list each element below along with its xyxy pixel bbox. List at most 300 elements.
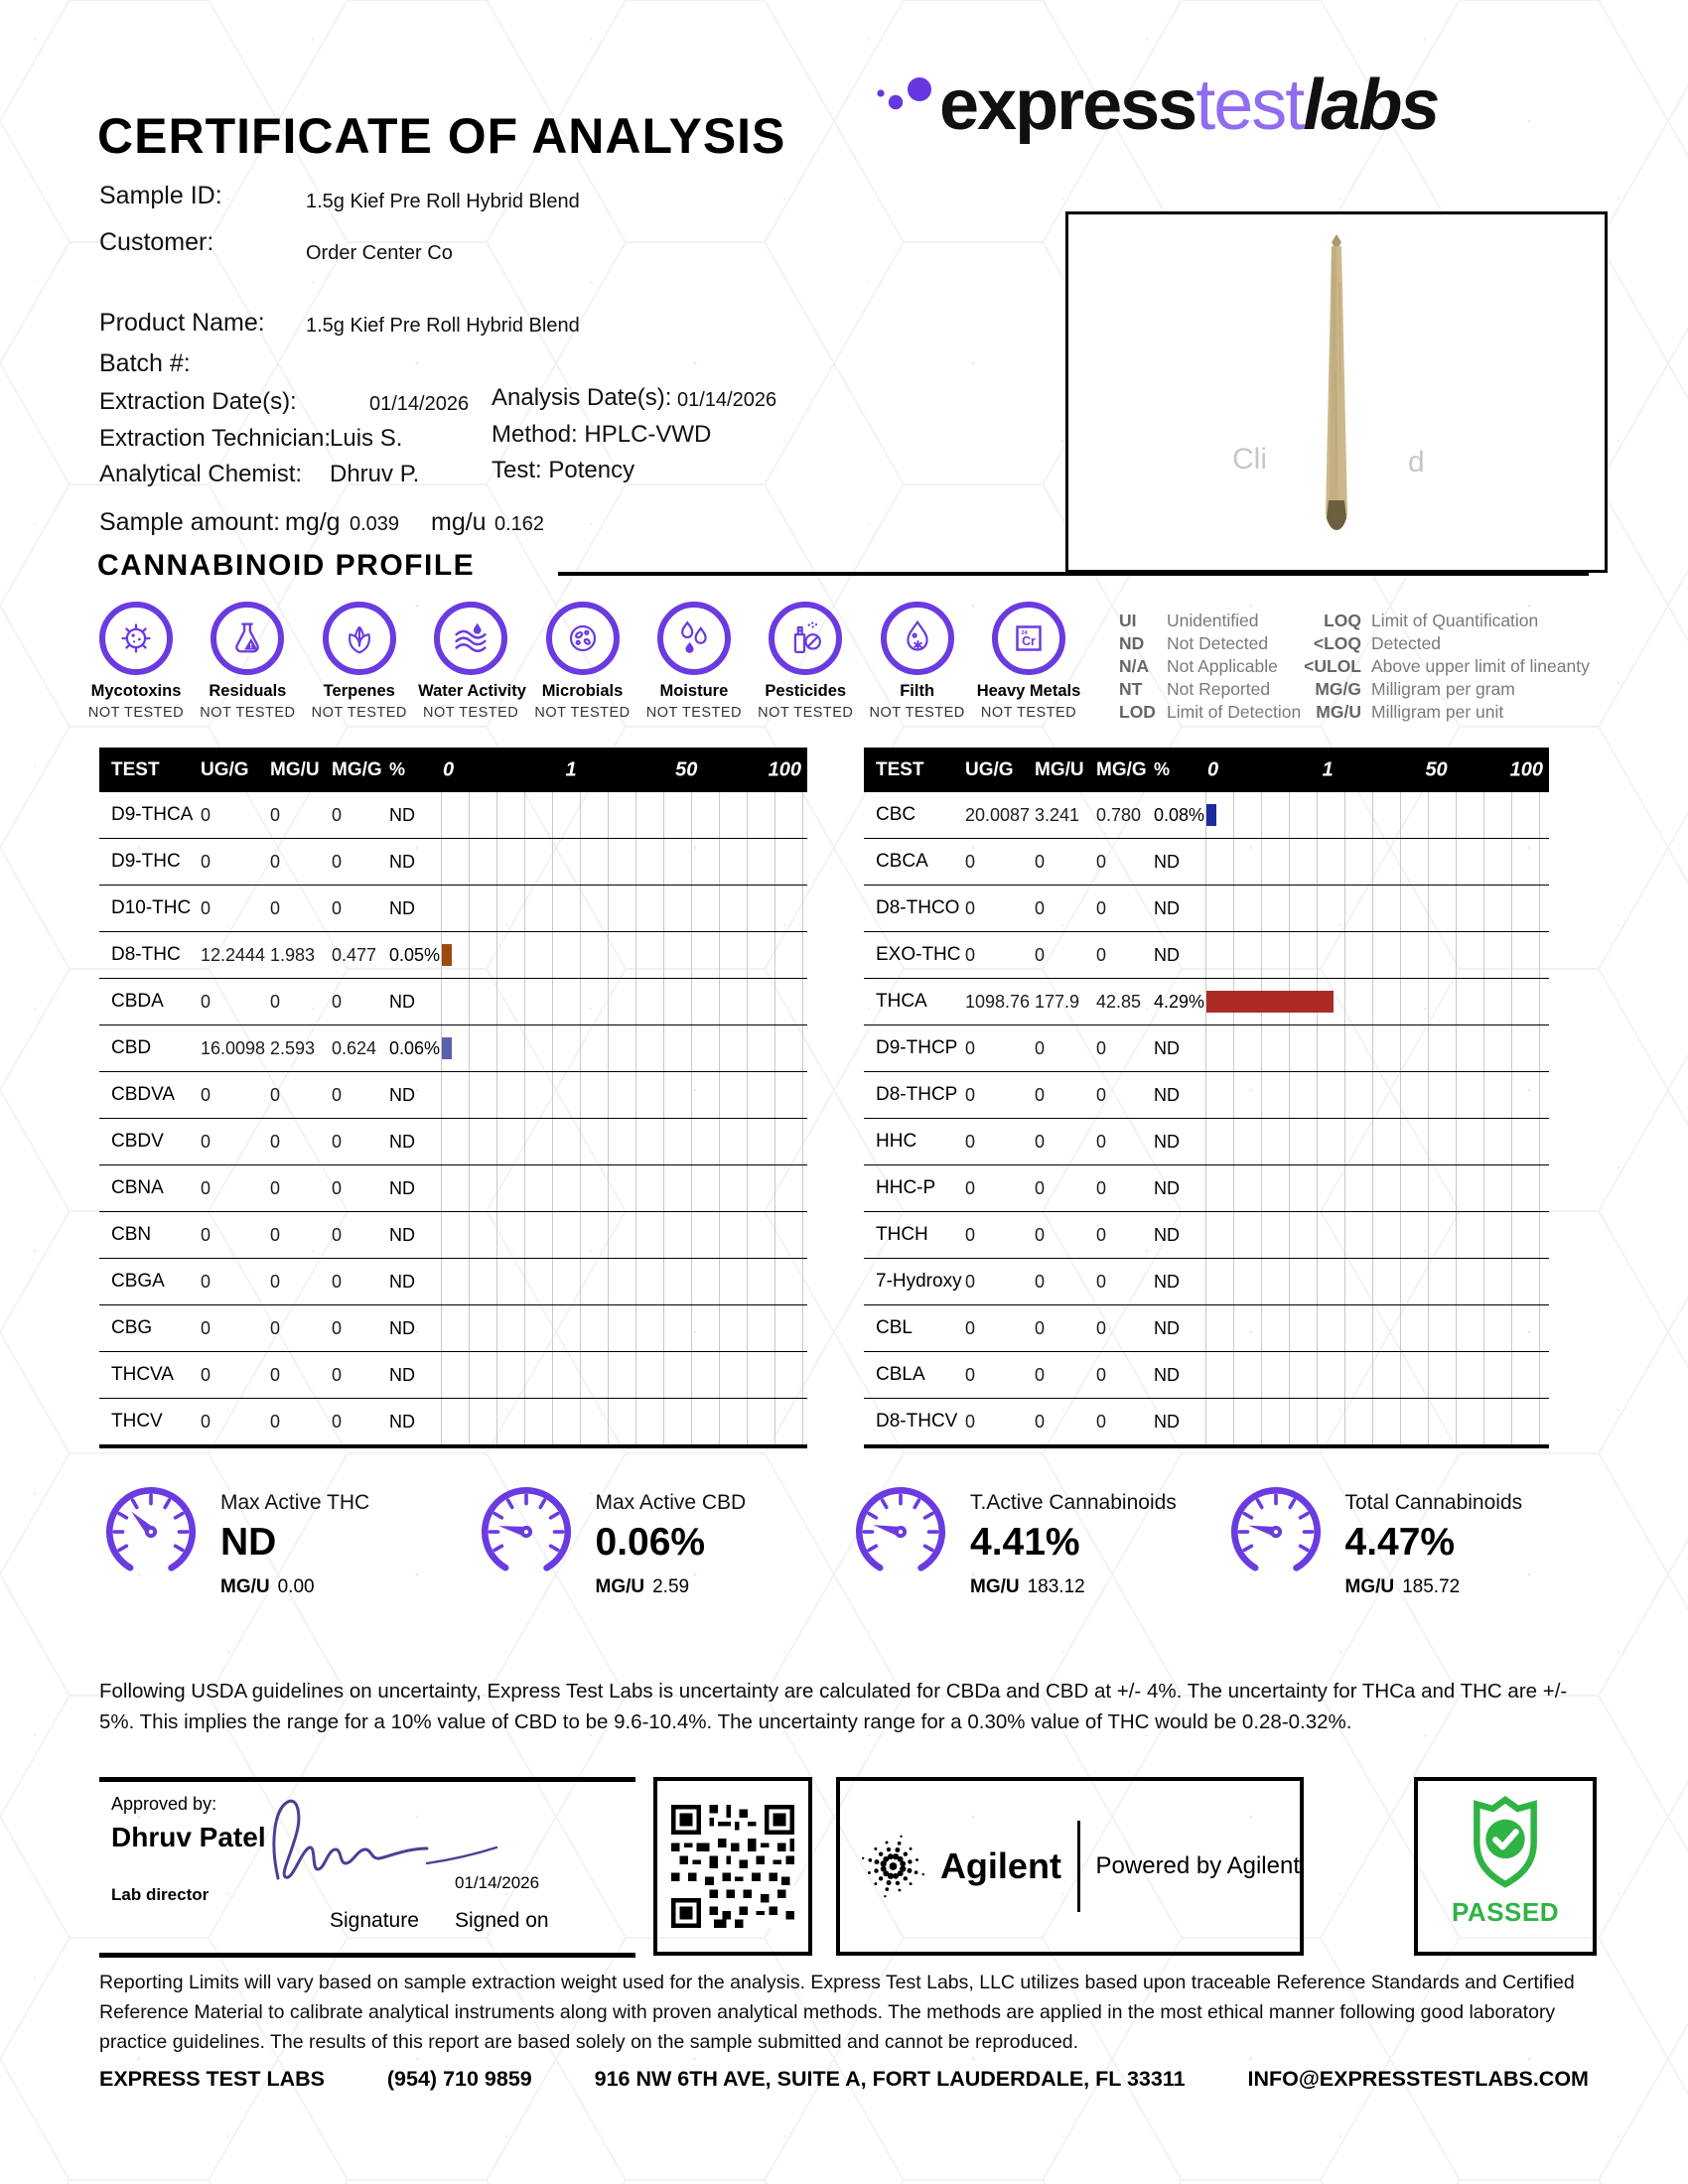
sample-id-value: 1.5g Kief Pre Roll Hybrid Blend — [306, 191, 580, 212]
bar-chart-cell — [1205, 932, 1549, 978]
analyte-name: CBG — [111, 1317, 153, 1338]
legend-abbr: UI — [1119, 611, 1137, 630]
ugg-value: 0 — [965, 1364, 976, 1385]
mgg-value: 0 — [1096, 1037, 1107, 1058]
percent-value: ND — [1154, 1037, 1180, 1058]
legal-disclaimer: Reporting Limits will vary based on sample extraction weight used for the analysis. Express Test Labs, LLC utilizes based upon traceable Reference Standards and Certified Reference Material to calibrate analytical instruments along with proven analytical methods. The methods are applied in the most ethical manner following good laboratory practice guidelines. The results of this report are based solely on the sample submitted and cannot be reproduced. — [99, 1972, 1575, 2053]
gauge-value: ND — [220, 1521, 277, 1564]
analyte-name: CBGA — [111, 1271, 165, 1292]
ugg-value: 0 — [965, 1131, 976, 1152]
moisture-icon — [657, 602, 731, 675]
percent-value: ND — [389, 897, 415, 918]
legend-desc: Milligram per gram — [1371, 679, 1515, 699]
mgu-value: 0 — [1035, 1224, 1046, 1245]
mgu-value: 0 — [1035, 1084, 1046, 1105]
passed-label: PASSED — [1452, 1897, 1559, 1927]
mgu-value: 0 — [1035, 897, 1046, 918]
analyte-name: CBL — [876, 1317, 913, 1338]
bar-chart-cell — [1205, 1305, 1549, 1351]
mgu-value: 0 — [1035, 944, 1046, 965]
screen-name: Mycotoxins — [90, 682, 182, 700]
percent-value: ND — [1154, 1364, 1180, 1385]
ugg-value: 12.2444 — [201, 944, 266, 965]
signed-date: 01/14/2026 — [455, 1873, 540, 1892]
mgu-value: 0 — [270, 851, 281, 872]
mgg-value: 0 — [332, 991, 343, 1012]
table-row — [864, 1119, 1549, 1165]
bar-chart-cell — [1205, 1212, 1549, 1258]
screen-name: Microbials — [541, 682, 624, 700]
extraction-dates-value: 01/14/2026 — [369, 393, 470, 415]
microbials-icon — [546, 602, 620, 675]
section-title: CANNABINOID PROFILE — [97, 549, 476, 582]
percent-value: 4.29% — [1154, 991, 1205, 1012]
summary-gauges-row — [95, 1477, 1595, 1598]
batch-label: Batch #: — [99, 349, 191, 377]
ugg-value: 0 — [201, 1364, 211, 1385]
table-row — [99, 932, 807, 979]
table-row — [864, 1305, 1549, 1352]
gauge-label: T.Active Cannabinoids — [970, 1491, 1177, 1514]
mgg-value: 0 — [332, 1177, 343, 1198]
gauge-unit: MG/U 2.59 — [595, 1576, 690, 1597]
bar-chart-cell — [1205, 1025, 1549, 1071]
bar-chart-cell — [1205, 979, 1549, 1024]
residuals-icon — [211, 602, 284, 675]
sample-id-label: Sample ID: — [99, 182, 222, 209]
analyte-name: D8-THC — [111, 944, 181, 965]
table-row — [99, 1119, 807, 1165]
screen-status: NOT TESTED — [645, 705, 743, 721]
screen-name: Terpenes — [323, 682, 395, 700]
mgu-value: 0 — [1035, 1271, 1046, 1292]
mgu-label: mg/u — [431, 508, 487, 536]
screen-microbials — [530, 602, 635, 721]
legend-item — [1119, 678, 1301, 701]
analyte-name: CBD — [111, 1037, 152, 1058]
legend-abbr: N/A — [1119, 656, 1150, 676]
bar-chart-cell — [441, 932, 807, 978]
gauge-total-cannabinoids — [1220, 1477, 1596, 1598]
gauge-max-active-thc — [95, 1477, 471, 1598]
screen-name: Water Activity — [418, 682, 526, 700]
mgg-value: 0 — [1096, 1084, 1107, 1105]
results-table-right — [864, 748, 1549, 1448]
bar-chart-cell — [1205, 792, 1549, 838]
analyte-name: D9-THC — [111, 851, 181, 872]
mgu-value: 0 — [270, 1411, 281, 1432]
ugg-value: 0 — [965, 897, 976, 918]
legend-abbr: MG/G — [1315, 679, 1361, 699]
gauge-unit: MG/U 183.12 — [970, 1576, 1085, 1597]
analyte-name: D8-THCO — [876, 897, 960, 918]
gauge-unit: MG/U 0.00 — [220, 1576, 315, 1597]
analyte-name: HHC — [876, 1131, 917, 1152]
method-value: Method: HPLC-VWD — [492, 421, 712, 448]
table-row — [99, 886, 807, 932]
brand-logo — [874, 66, 1439, 145]
ugg-value: 16.0098 — [201, 1037, 266, 1058]
extraction-technician-label: Extraction Technician: — [99, 425, 332, 452]
mgu-value: 0 — [1035, 1411, 1046, 1432]
screen-name: Pesticides — [765, 682, 847, 700]
ugg-value: 0 — [201, 1084, 211, 1105]
table-row — [864, 1399, 1549, 1448]
mgg-value: 0 — [332, 851, 343, 872]
analyte-name: CBDA — [111, 991, 164, 1012]
legend-desc: Limit of Quantification — [1371, 611, 1539, 630]
screen-heavy-metals — [976, 602, 1081, 721]
mgg-value: 0 — [1096, 1131, 1107, 1152]
mgg-value: 0 — [1096, 851, 1107, 872]
customer-label: Customer: — [99, 228, 214, 256]
gauge-value: 0.06% — [595, 1521, 706, 1564]
legend-item — [1119, 610, 1301, 632]
legend-abbr: <LOQ — [1313, 633, 1361, 653]
signed-on-label: Signed on — [455, 1909, 549, 1932]
analyte-name: THCH — [876, 1224, 928, 1245]
ugg-value: 0 — [201, 1177, 211, 1198]
product-photo-frame — [1065, 211, 1608, 573]
bar-chart-cell — [1205, 1352, 1549, 1398]
screen-water-activity — [418, 602, 526, 721]
percent-value: 0.05% — [389, 944, 441, 965]
table-row — [99, 1025, 807, 1072]
screen-terpenes — [307, 602, 412, 721]
legend-desc: Unidentified — [1167, 611, 1259, 630]
percent-value: ND — [389, 804, 415, 825]
footer-address: 916 NW 6TH AVE, SUITE A, FORT LAUDERDALE, FL 33311 — [594, 2067, 1186, 2091]
mgg-value: 0 — [1096, 1411, 1107, 1432]
bar-chart-cell — [1205, 1119, 1549, 1164]
screen-name: Heavy Metals — [976, 682, 1081, 700]
mgg-value: 0.624 — [332, 1037, 377, 1058]
mgg-value: 0 — [1096, 1317, 1107, 1338]
legend-abbr: LOQ — [1324, 611, 1361, 630]
approver-name: Dhruv Patel — [111, 1822, 266, 1852]
agilent-box — [836, 1777, 1304, 1956]
ugg-value: 20.0087 — [965, 804, 1031, 825]
bar-chart-cell — [1205, 886, 1549, 931]
legend-desc: Milligram per unit — [1371, 702, 1504, 722]
page-title: CERTIFICATE OF ANALYSIS — [97, 108, 786, 164]
gauge-t-active-cannabinoids — [845, 1477, 1220, 1598]
screen-status: NOT TESTED — [311, 705, 407, 721]
logo-bubbles-icon — [874, 69, 939, 127]
table-header-row: TEST UG/G MG/U MG/G % 0 1 50 100 — [864, 748, 1549, 792]
percent-value: ND — [389, 851, 415, 872]
analyte-name: 7-Hydroxy — [876, 1271, 962, 1292]
extraction-technician-value: Luis S. — [330, 425, 403, 452]
screen-mycotoxins — [83, 602, 189, 721]
customer-value: Order Center Co — [306, 242, 453, 264]
mgu-value: 0 — [1035, 1177, 1046, 1198]
table-row — [864, 792, 1549, 839]
percent-value: ND — [389, 1177, 415, 1198]
legend-item — [1119, 701, 1301, 724]
analysis-dates-label: Analysis Date(s): — [492, 384, 672, 411]
percent-value: ND — [389, 1317, 415, 1338]
mgu-value: 0 — [1035, 1131, 1046, 1152]
bar-chart-cell — [1205, 1259, 1549, 1304]
result-bar — [1206, 991, 1334, 1013]
percent-value: ND — [1154, 851, 1180, 872]
screen-name: Filth — [900, 682, 935, 700]
screen-name: Moisture — [659, 682, 729, 700]
mgg-value: 0 — [1096, 1271, 1107, 1292]
percent-value: ND — [1154, 1411, 1180, 1432]
ugg-value: 0 — [201, 1271, 211, 1292]
percent-value: ND — [1154, 1271, 1180, 1292]
screen-status: NOT TESTED — [422, 705, 519, 721]
product-name-label: Product Name: — [99, 309, 265, 337]
ugg-value: 0 — [201, 804, 211, 825]
ugg-value: 0 — [965, 1411, 976, 1432]
bar-chart-cell — [441, 1259, 807, 1304]
analyte-name: CBLA — [876, 1364, 925, 1385]
result-bar — [442, 944, 452, 966]
passed-shield-icon — [1463, 1795, 1548, 1890]
analyte-name: D10-THC — [111, 897, 192, 918]
legend-abbr: ND — [1119, 633, 1145, 653]
mgg-value: 0 — [1096, 1177, 1107, 1198]
mgu-value: 0 — [270, 1177, 281, 1198]
bar-chart-cell — [441, 1072, 807, 1118]
passed-badge — [1414, 1777, 1597, 1956]
section-divider — [558, 572, 1589, 576]
table-row — [864, 1072, 1549, 1119]
mgg-value: 0 — [1096, 1224, 1107, 1245]
legend-desc: Above upper limit of lineanty — [1371, 656, 1590, 676]
analyte-name: CBC — [876, 804, 916, 825]
divider — [1077, 1821, 1080, 1912]
svg-text:Cr: Cr — [1022, 634, 1036, 649]
gauge-label: Max Active THC — [220, 1491, 370, 1514]
analyte-name: D8-THCP — [876, 1084, 958, 1105]
chart-scale: 0 1 50 100 — [1207, 758, 1543, 780]
mgu-value: 2.593 — [270, 1037, 316, 1058]
mgu-value: 0 — [270, 1317, 281, 1338]
table-row — [864, 1259, 1549, 1305]
bar-chart-cell — [441, 1165, 807, 1211]
ugg-value: 0 — [201, 1411, 211, 1432]
legend-desc: Limit of Detection — [1167, 702, 1302, 722]
bar-chart-cell — [441, 1399, 807, 1444]
ugg-value: 0 — [965, 1084, 976, 1105]
gauge-label: Max Active CBD — [595, 1491, 747, 1514]
percent-value: ND — [389, 1224, 415, 1245]
approver-role: Lab director — [111, 1885, 210, 1904]
screen-status: NOT TESTED — [534, 705, 631, 721]
mgu-value: 0 — [270, 1271, 281, 1292]
screen-name: Residuals — [209, 682, 287, 700]
percent-value: ND — [1154, 1084, 1180, 1105]
bar-chart-cell — [441, 1025, 807, 1071]
mgu-value: 0 — [270, 804, 281, 825]
table-row — [864, 1025, 1549, 1072]
agilent-brand: Agilent — [939, 1845, 1061, 1886]
mgu-value: 177.9 — [1035, 991, 1080, 1012]
legend-column — [1119, 610, 1301, 724]
photo-watermark: Cli — [1232, 443, 1267, 476]
mgg-value: 0.477 — [332, 944, 377, 965]
ugg-value: 0 — [965, 1271, 976, 1292]
gauge-icon — [95, 1477, 207, 1582]
bar-chart-cell — [1205, 1165, 1549, 1211]
analytical-chemist-label: Analytical Chemist: — [99, 461, 303, 487]
ugg-value: 1098.76 — [965, 991, 1031, 1012]
mgu-value: 0 — [270, 1131, 281, 1152]
table-row — [99, 1072, 807, 1119]
screen-status: NOT TESTED — [200, 705, 296, 721]
table-row — [99, 1165, 807, 1212]
screen-pesticides — [753, 602, 858, 721]
table-row — [99, 979, 807, 1025]
analyte-name: THCV — [111, 1411, 163, 1432]
qr-code — [671, 1805, 794, 1928]
legend-desc: Not Applicable — [1167, 656, 1278, 676]
screen-status: NOT TESTED — [87, 705, 185, 721]
mgu-value: 3.241 — [1035, 804, 1080, 825]
table-row — [864, 1352, 1549, 1399]
percent-value: 0.06% — [389, 1037, 441, 1058]
mgg-value: 0 — [1096, 944, 1107, 965]
result-bar — [442, 1037, 452, 1059]
table-row — [864, 932, 1549, 979]
sample-amount-label: Sample amount: — [99, 508, 281, 536]
footer-email: INFO@EXPRESSTESTLABS.COM — [1247, 2067, 1589, 2091]
table-row — [864, 886, 1549, 932]
bar-chart-cell — [1205, 1399, 1549, 1444]
percent-value: ND — [1154, 897, 1180, 918]
ugg-value: 0 — [201, 1317, 211, 1338]
result-bar — [1206, 804, 1216, 826]
table-row — [864, 1165, 1549, 1212]
percent-value: 0.08% — [1154, 804, 1205, 825]
mycotoxins-icon — [99, 602, 173, 675]
ugg-value: 0 — [965, 1224, 976, 1245]
powered-by-agilent-label: Powered by Agilent — [1095, 1852, 1300, 1879]
legend-desc: Not Detected — [1167, 633, 1269, 653]
analyte-name: CBNA — [111, 1177, 164, 1198]
terpenes-icon — [323, 602, 396, 675]
approval-box — [99, 1777, 635, 1958]
mgg-label: mg/g — [285, 508, 341, 536]
legend-abbr: <ULOL — [1304, 656, 1361, 676]
legend-item — [1119, 632, 1301, 655]
percent-value: ND — [389, 1364, 415, 1385]
table-row — [99, 839, 807, 886]
ugg-value: 0 — [965, 851, 976, 872]
percent-value: ND — [389, 991, 415, 1012]
table-header-row: TEST UG/G MG/U MG/G % 0 1 50 100 — [99, 748, 807, 792]
uncertainty-statement: Following USDA guidelines on uncertainty, Express Test Labs is uncertainty are calculated for CBDa and CBD at +/- 4%. The uncertainty for THCa and THC are +/- 5%. This implies the range for a 10% value of CBD to be 9.6-10.4%. The uncertainty range for a 0.30% value of THC would be 0.28-0.32%. — [99, 1680, 1568, 1733]
percent-value: ND — [1154, 944, 1180, 965]
analysis-dates-value: 01/14/2026 — [677, 389, 777, 411]
percent-value: ND — [1154, 1224, 1180, 1245]
footer-phone: (954) 710 9859 — [386, 2067, 532, 2091]
extraction-dates-label: Extraction Date(s): — [99, 388, 297, 415]
analytical-chemist-value: Dhruv P. — [330, 461, 420, 487]
metals-icon — [992, 602, 1065, 675]
mgu-value: 0 — [1035, 1317, 1046, 1338]
screen-status: NOT TESTED — [758, 705, 854, 721]
percent-value: ND — [1154, 1317, 1180, 1338]
mgu-value: 0 — [270, 1364, 281, 1385]
analyte-name: THCA — [876, 991, 927, 1012]
bar-chart-cell — [441, 1305, 807, 1351]
mgg-value: 0 — [1096, 897, 1107, 918]
pesticides-icon — [769, 602, 842, 675]
mgg-value: 0 — [332, 1317, 343, 1338]
table-row — [864, 1212, 1549, 1259]
legend-item — [1296, 655, 1590, 678]
legend-item — [1296, 678, 1590, 701]
ugg-value: 0 — [965, 1177, 976, 1198]
mgu-value: 0.162 — [494, 513, 545, 535]
filth-icon — [881, 602, 954, 675]
bar-chart-cell — [441, 1352, 807, 1398]
mgu-value: 0 — [270, 897, 281, 918]
gauge-icon — [471, 1477, 582, 1582]
signature-label: Signature — [330, 1909, 419, 1932]
ugg-value: 0 — [201, 991, 211, 1012]
percent-value: ND — [389, 1411, 415, 1432]
mgg-value: 0 — [332, 1131, 343, 1152]
pre-roll-image — [1310, 232, 1363, 548]
legend-desc: Detected — [1371, 633, 1442, 653]
percent-value: ND — [389, 1131, 415, 1152]
bar-chart-cell — [1205, 839, 1549, 885]
agilent-starburst-icon — [852, 1819, 934, 1914]
bar-chart-cell — [441, 839, 807, 885]
legend-desc: Not Reported — [1167, 679, 1271, 699]
table-row — [99, 1399, 807, 1448]
mgu-value: 0 — [270, 991, 281, 1012]
legend-abbr: MG/U — [1316, 702, 1361, 722]
gauge-icon — [845, 1477, 956, 1582]
legend-item — [1296, 701, 1590, 724]
gauge-unit: MG/U 185.72 — [1344, 1576, 1461, 1597]
logo-wordmark: expresstestlabs — [939, 66, 1439, 145]
table-row — [864, 839, 1549, 886]
analyte-name: HHC-P — [876, 1177, 936, 1198]
screen-icons-row — [83, 602, 1081, 721]
mgg-value: 0.780 — [1096, 804, 1142, 825]
percent-value: ND — [1154, 1177, 1180, 1198]
mgg-value: 0 — [1096, 1364, 1107, 1385]
screen-residuals — [195, 602, 300, 721]
photo-watermark: d — [1408, 446, 1425, 478]
screen-status: NOT TESTED — [869, 705, 965, 721]
percent-value: ND — [389, 1271, 415, 1292]
screen-moisture — [641, 602, 747, 721]
bar-chart-cell — [441, 792, 807, 838]
bar-chart-cell — [441, 1119, 807, 1164]
bar-chart-cell — [441, 886, 807, 931]
analyte-name: CBDV — [111, 1131, 164, 1152]
svg-text:!: ! — [249, 641, 253, 651]
bar-chart-cell — [1205, 1072, 1549, 1118]
svg-text:24: 24 — [1021, 630, 1028, 637]
table-row — [864, 979, 1549, 1025]
mgg-value: 0 — [332, 1411, 343, 1432]
mgu-value: 0 — [270, 1084, 281, 1105]
ugg-value: 0 — [201, 851, 211, 872]
legend-abbr: NT — [1119, 679, 1143, 699]
gauge-max-active-cbd — [471, 1477, 846, 1598]
mgu-value: 0 — [270, 1224, 281, 1245]
